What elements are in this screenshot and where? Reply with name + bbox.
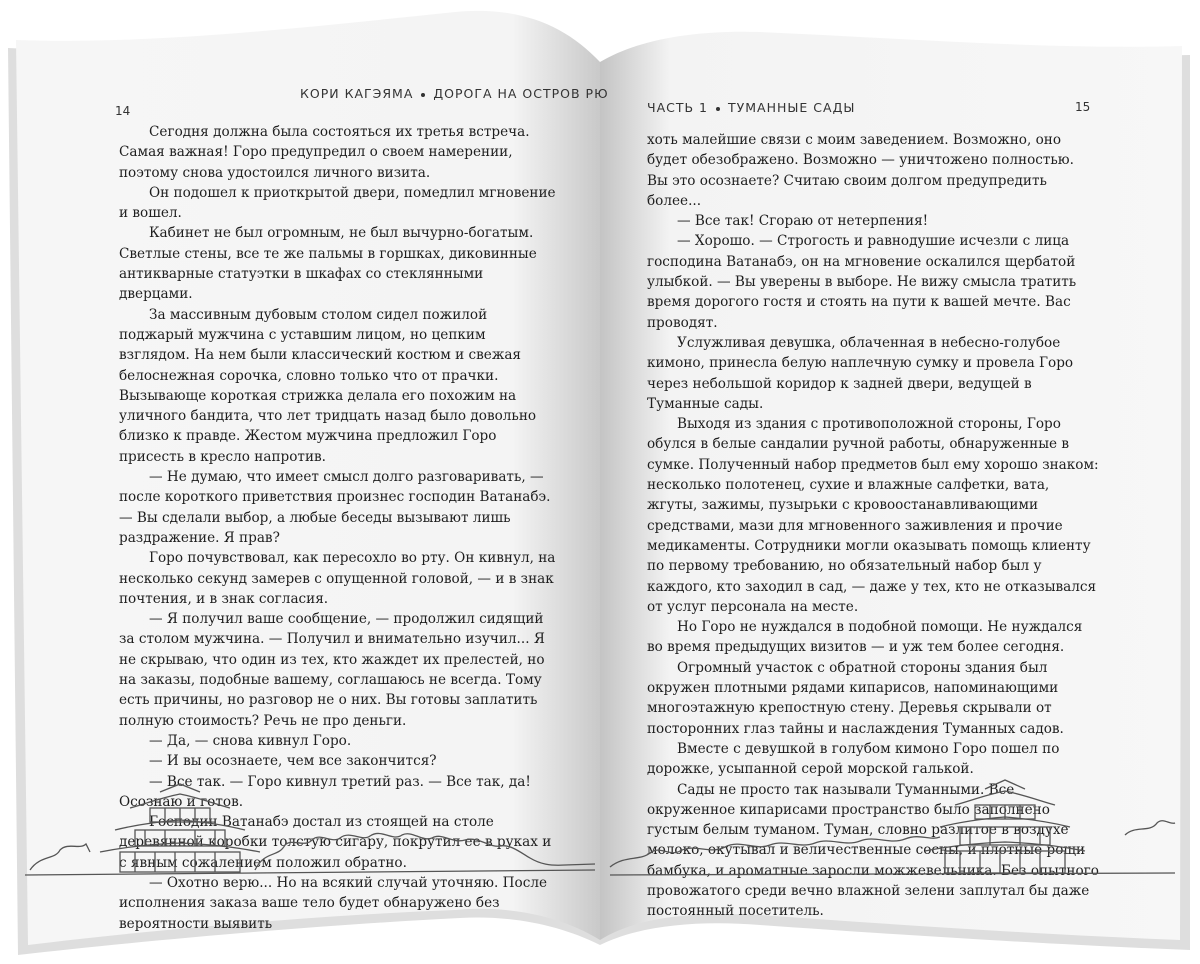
treeline-illustration — [610, 837, 940, 867]
header-separator-dot — [716, 107, 720, 111]
paragraph: — Хорошо. — Строгость и равнодушие исчезли с лица господина Ватанабэ, он на мгновение оскалился щербатой улыбкой. — Вы уверены в выборе. Не вижу смысла тратить время дорогого гостя и стоять на пути к вашей мечте. Вас проводят. — [647, 233, 1077, 331]
paragraph: За массивным дубовым столом сидел пожилой поджарый мужчина с уставшим лицом, но цепким взглядом. На нем были классический костюм и свежая белоснежная сорочка, словно только что от прачки. Вызывающе короткая стрижка делала его похожим на уличного бандита, что лет тридцать назад было довольно близко к правде. Жестом мужчина предложил Горо присесть в кресло напротив. — [119, 306, 537, 465]
paragraph: — Охотно верю... Но на всякий случай уточняю. После исполнения заказа ваше тело будет обнаружено без вероятности выявить — [119, 874, 547, 932]
pagoda-illustration — [100, 784, 260, 872]
header-author: КОРИ КАГЭЯМА — [300, 86, 414, 101]
paragraph: Сегодня должна была состояться их третья встреча. Самая важная! Горо предупредил о своем намерении, поэтому снова удостоился личного визита. — [119, 124, 530, 181]
header-chapter-title: ТУМАННЫЕ САДЫ — [728, 100, 856, 115]
paragraph: Кабинет не был огромным, не был вычурно-богатым. Светлые стены, все те же пальмы в горшках, диковинные антикварные статуэтки в шкафах со стеклянными дверцами. — [119, 225, 537, 303]
paragraph: Господин Ватанабэ достал из стоящей на столе деревянной коробки толстую сигару, покрутил ее в руках и с явным сожалением положил обратно. — [119, 814, 552, 871]
left-page-number: 14 — [115, 104, 131, 118]
treeline-illustration — [30, 844, 90, 870]
paragraph: — Не думаю, что имеет смысл долго разговаривать, — после короткого приветствия произнес господин Ватанабэ. — Вы сделали выбор, а любые беседы вызывают лишь раздражение. Я прав? — [119, 469, 551, 546]
paragraph: — Все так. — Горо кивнул третий раз. — Все так, да! Осознаю и готов. — [119, 773, 531, 810]
paragraph: — Все так! Сгораю от нетерпения! — [677, 213, 929, 230]
paragraph: Выходя из здания с противоположной стороны, Горо обулся в белые сандалии ручной работы, обнаруженные в сумке. Полученный набор предметов был ему хорошо знаком: несколько полотенец, сухие и влажные салфетки, вата, жгуты, зажимы, пузырьки с кровоостанавливающими средствами, мази для мгновенного заживления и прочие медикаменты. Сотрудники могли оказывать помощь клиенту по первому требованию, но обязательный набор был у каждого, кто заходил в сад, — даже у тех, кто не отказывался от услуг персонала на месте. — [647, 416, 1099, 615]
header-part: ЧАСТЬ 1 — [647, 100, 708, 115]
left-running-header — [300, 86, 609, 101]
paragraph: Сады не просто так называли Туманными. Все окруженное кипарисами пространство было заполнено густым белым туманом. Туман, словно разлитое в воздухе молоко, окутывал и величественные сосны, и плотные рощи бамбука, и ароматные заросли можжевельника. Без опытного провожатого среди вечно влажной зелени заплутал бы даже постоянный посетитель. — [647, 781, 1099, 920]
paragraph: — Да, — снова кивнул Горо. — [149, 732, 352, 749]
header-book-title: ДОРОГА НА ОСТРОВ РЮ — [433, 86, 609, 101]
right-pagoda-illustration — [605, 775, 1180, 895]
paragraph: Вместе с девушкой в голубом кимоно Горо пошел по дорожке, усыпанной серой морской галькой. — [647, 740, 1060, 778]
paragraph: Огромный участок с обратной стороны здания был окружен плотными рядами кипарисов, напоминающими многоэтажную крепостную стену. Деревья скрывали от посторонних глаз тайны и наслаждения Туманных садов. — [647, 659, 1064, 737]
right-page-number: 15 — [1075, 100, 1091, 114]
right-running-header — [647, 100, 855, 115]
paragraph: Он подошел к приоткрытой двери, помедлил мгновение и вошел. — [119, 184, 556, 222]
pagoda-illustration — [925, 780, 1085, 873]
paragraph: Услужливая девушка, облаченная в небесно-голубое кимоно, принесла белую наплечную сумку и провела Горо через небольшой коридор к задней двери, ведущей в Туманные сады. — [647, 334, 1074, 412]
header-separator-dot — [421, 93, 425, 97]
paragraph: — И вы осознаете, чем все закончится? — [149, 753, 437, 770]
paragraph: хоть малейшие связи с моим заведением. Возможно, оно будет обезображено. Возможно — уничтожено полностью. Вы это осознаете? Считаю своим долгом предупредить более... — [647, 132, 1074, 209]
paragraph: Но Горо не нуждался в подобной помощи. Не нуждался во время предыдущих визитов — и уж тем более сегодня. — [647, 619, 1083, 656]
left-pagoda-illustration — [20, 780, 600, 890]
paragraph: Горо почувствовал, как пересохло во рту. Он кивнул, на несколько секунд замерев с опущенной головой, — и в знак почтения, и в знак согласия. — [119, 550, 556, 607]
paragraph: — Я получил ваше сообщение, — продолжил сидящий за столом мужчина. — Получил и внимательно изучил... Я не скрываю, что один из тех, кто жаждет их прелестей, но на заказы, подобные вашему, соглашаюсь не всегда. Тому есть причины, но разговор не о них. Вы готовы заплатить полную стоимость? Речь не про деньги. — [119, 611, 545, 729]
